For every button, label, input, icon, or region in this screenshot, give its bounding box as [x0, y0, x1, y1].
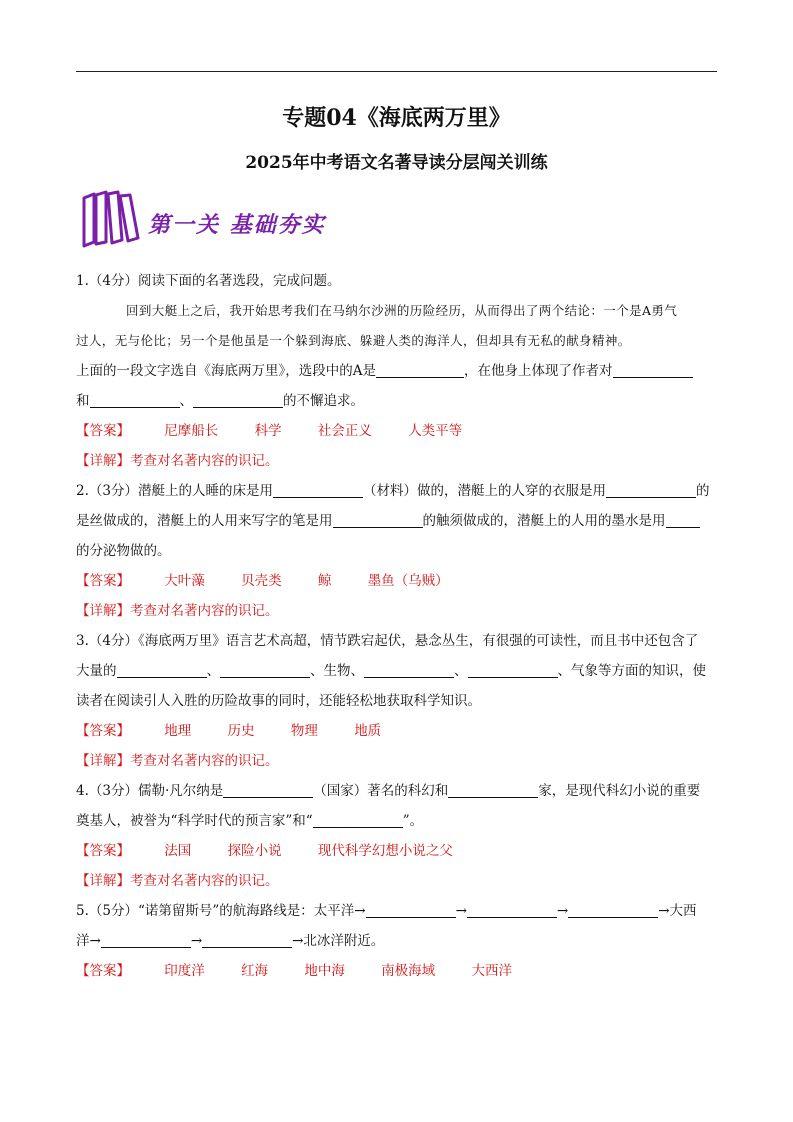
answer-blank[interactable] — [273, 483, 363, 498]
detail-text: 考查对名著内容的识记。 — [130, 603, 279, 619]
question-3-blanks-line: 大量的 、 、生物、 、 、气象等方面的知识，使 — [76, 663, 706, 679]
answer-blank[interactable] — [313, 813, 403, 828]
detail-line — [76, 866, 718, 896]
answer-item: 贝壳类 — [241, 573, 282, 589]
question-2-blanks-line: 是丝做成的，潜艇上的人用来写字的笔是用 的触须做成的，潜艇上的人用的墨水是用 — [76, 506, 718, 536]
answer-item: 鲸 — [317, 573, 332, 589]
answer-line — [76, 416, 718, 446]
answer-item: 大西洋 — [471, 963, 512, 979]
answer-item: 物理 — [290, 723, 318, 739]
answer-item: 地理 — [164, 723, 192, 739]
answer-blank[interactable] — [366, 903, 456, 918]
answer-line — [76, 836, 718, 866]
detail-text: 考查对名著内容的识记。 — [130, 873, 279, 889]
question-2-tail: 的分泌物做的。 — [76, 543, 171, 559]
answer-item: 人类平等 — [408, 423, 463, 439]
detail-tag: 【详解】 — [76, 873, 130, 889]
answer-blank[interactable] — [376, 363, 464, 378]
answer-item: 历史 — [227, 723, 255, 739]
answer-item: 科学 — [254, 423, 282, 439]
question-4-blanks-line: 奠基人，被誉为“科学时代的预言家”和“ ”。 — [76, 813, 424, 829]
answer-blank[interactable] — [568, 903, 658, 918]
detail-line — [76, 446, 718, 476]
answer-blank[interactable] — [90, 393, 180, 408]
section-banner-title: 第一关 基础夯实 — [148, 212, 326, 238]
question-3-stem: 3.（4分）《海底两万里》语言艺术高超，情节跌宕起伏，悬念丛生，有很强的可读性，而且书中还包含了 — [76, 633, 699, 649]
answer-blank[interactable] — [448, 783, 538, 798]
question-1-passage-line: 回到大艇上之后，我开始思考我们在马纳尔沙洲的历险经历，从而得出了两个结论：一个是A勇气 — [126, 303, 678, 318]
detail-text: 考查对名著内容的识记。 — [130, 753, 279, 769]
answer-blank[interactable] — [468, 663, 558, 678]
answer-item: 现代科学幻想小说之父 — [317, 843, 453, 859]
answer-item: 尼摩船长 — [164, 423, 219, 439]
answer-line — [76, 716, 718, 746]
answer-blank[interactable] — [101, 933, 191, 948]
top-rule — [76, 71, 717, 72]
detail-tag: 【详解】 — [76, 753, 130, 769]
question-1-stem: 1.（4分）阅读下面的名著选段，完成问题。 — [76, 273, 341, 289]
books-icon — [80, 186, 144, 250]
answer-blank[interactable] — [117, 663, 207, 678]
question-4-blanks-line: 4.（3分）儒勒·凡尔纳是 （国家）著名的科幻和 家，是现代科幻小说的重要 — [76, 783, 701, 799]
answer-blank[interactable] — [223, 783, 313, 798]
question-1-passage-line: 过人，无与伦比；另一个是他虽是一个躲到海底、躲避人类的海洋人，但却具有无私的献身精神。 — [76, 333, 631, 348]
answer-blank[interactable] — [606, 483, 696, 498]
detail-tag: 【详解】 — [76, 453, 130, 469]
question-3-tail: 读者在阅读引人入胜的历险故事的同时，还能轻松地获取科学知识。 — [76, 693, 481, 709]
answer-item: 探险小说 — [227, 843, 282, 859]
question-1-blanks-line: 和 、 的不懈追求。 — [76, 393, 364, 409]
answer-tag: 【答案】 — [76, 843, 130, 859]
question-5-blanks-line: 5.（5分）“诺第留斯号”的航海路线是：太平洋→ → → →大西 — [76, 903, 697, 919]
detail-line — [76, 596, 718, 626]
answer-line — [76, 566, 718, 596]
answer-item: 地质 — [354, 723, 382, 739]
question-1-blanks-line: 上面的一段文字选自《海底两万里》，选段中的A是 ，在他身上体现了作者对 — [76, 356, 718, 386]
detail-tag: 【详解】 — [76, 603, 130, 619]
answer-tag: 【答案】 — [76, 573, 130, 589]
answer-item: 印度洋 — [164, 963, 205, 979]
page-title: 专题04《海底两万里》 — [282, 105, 511, 131]
answer-blank[interactable] — [220, 663, 310, 678]
answer-item: 大叶藻 — [164, 573, 205, 589]
answer-item: 红海 — [241, 963, 269, 979]
answer-tag: 【答案】 — [76, 423, 130, 439]
answer-blank[interactable] — [202, 933, 292, 948]
question-list — [76, 266, 718, 986]
answer-blank[interactable] — [193, 393, 283, 408]
answer-tag: 【答案】 — [76, 963, 130, 979]
answer-item: 地中海 — [304, 963, 345, 979]
answer-blank[interactable] — [333, 513, 423, 528]
answer-blank[interactable] — [666, 513, 700, 528]
section-banner — [80, 186, 350, 250]
detail-line — [76, 746, 718, 776]
answer-line — [76, 956, 718, 986]
answer-blank[interactable] — [364, 663, 454, 678]
page-subtitle: 2025年中考语文名著导读分层闯关训练 — [245, 153, 548, 173]
answer-item: 社会正义 — [317, 423, 372, 439]
answer-tag: 【答案】 — [76, 723, 130, 739]
answer-item: 法国 — [164, 843, 192, 859]
detail-text: 考查对名著内容的识记。 — [130, 453, 279, 469]
answer-blank[interactable] — [613, 363, 693, 378]
answer-blank[interactable] — [467, 903, 557, 918]
question-2-blanks-line: 2.（3分）潜艇上的人睡的床是用 （材料）做的，潜艇上的人穿的衣服是用 的 — [76, 483, 710, 499]
answer-item: 墨鱼（乌贼） — [367, 573, 449, 589]
answer-item: 南极海域 — [381, 963, 436, 979]
question-5-blanks-line: 洋→ → →北冰洋附近。 — [76, 933, 385, 949]
